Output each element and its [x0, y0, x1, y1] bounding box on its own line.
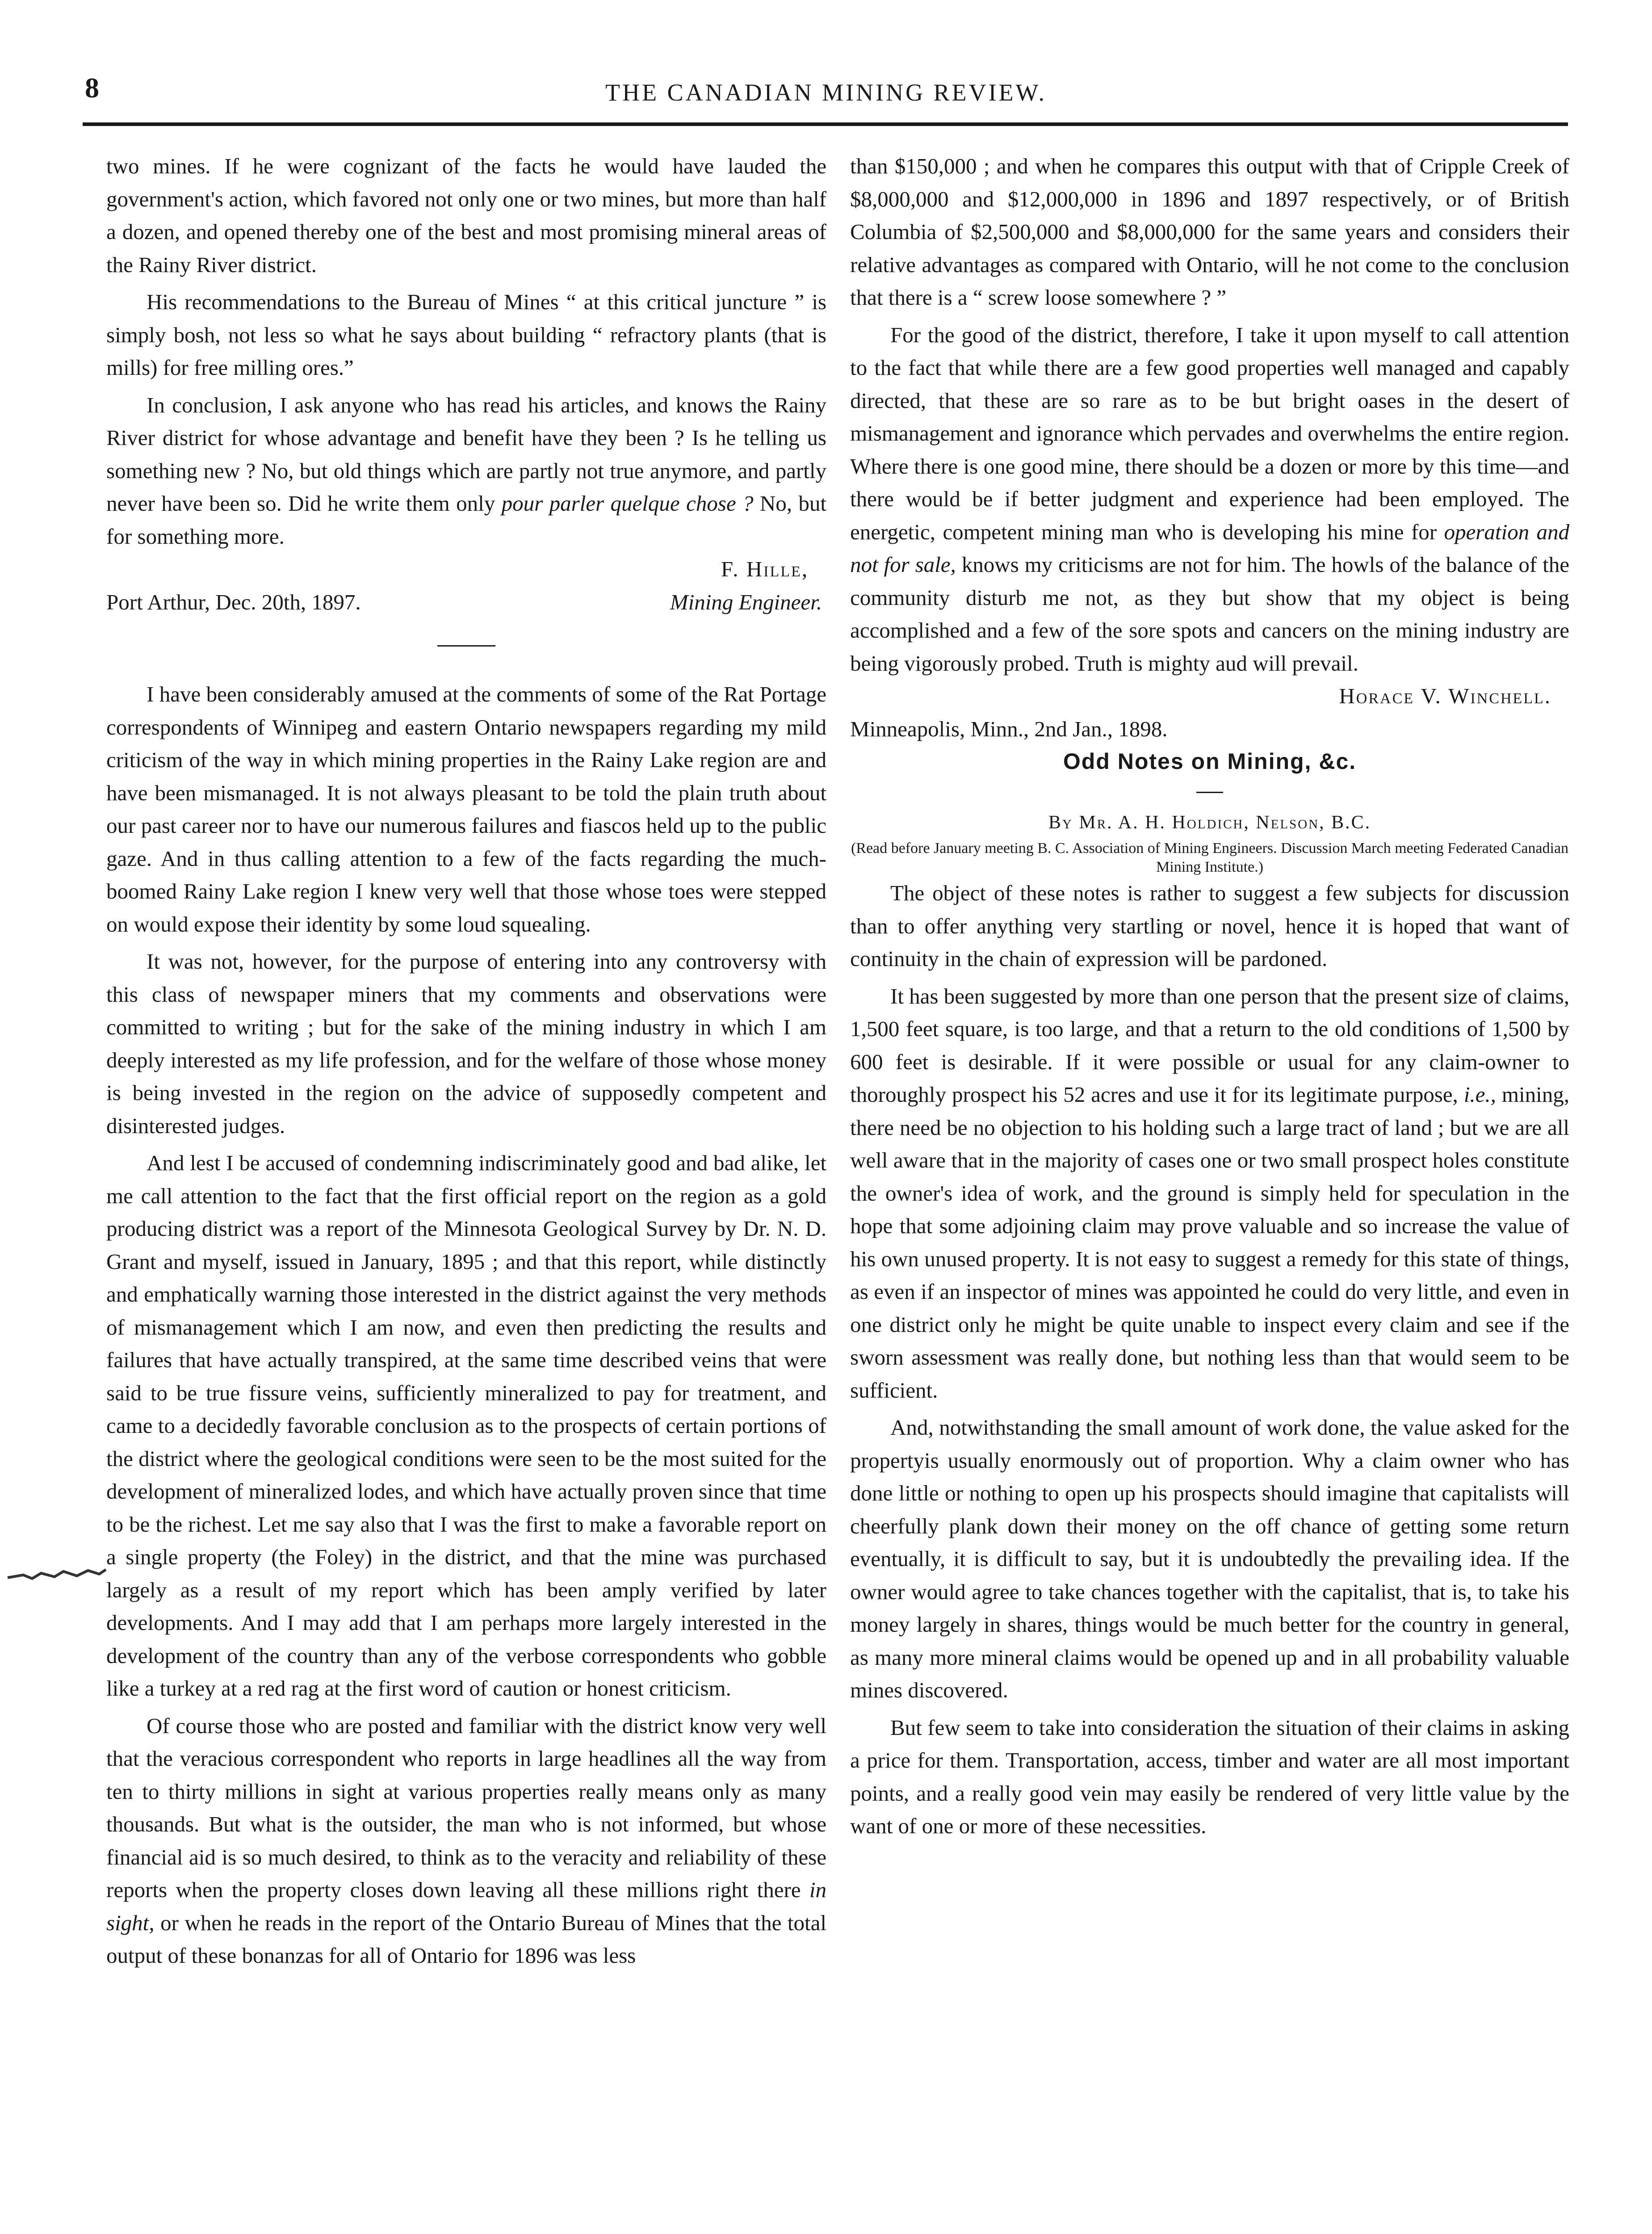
paragraph: I have been considerably amused at the comments of some of the Rat Portage correspondents of Winnipeg and eastern Ontario newspapers regarding my mild criticism of the way in which mining properties in the Rainy Lake region are and have been mismanaged. It is not always pleasant to be told the plain truth about our past career nor to have our numerous failures and fiascos held up to the public gaze. And in thus calling attention to a few of the facts regarding the much-boomed Rainy Lake region I knew very well that those whose toes were stepped on would expose their identity by some loud squealing. [106, 682, 826, 936]
signature-name: F. Hille, [721, 557, 809, 581]
paragraph: And, notwithstanding the small amount of work done, the value asked for the propertyis usually enormously out of proportion. Why a claim owner who has done little or nothing to open up his prospects should imagine that capitalists will cheerfully plank down their money on the off chance of getting some return eventually, it is difficult to say, but it is undoubtedly the prevailing idea. If the owner would agree to take chances together with the capitalist, that is, to take his money largely in shares, things would be much better for the country in general, as many more mineral claims would be opened up and in all probability valuable mines discovered. [850, 1415, 1569, 1702]
paragraph: The object of these notes is rather to suggest a few subjects for discussion than to offer anything very startling or novel, hence it is hoped that want of continuity in the chain of expression will be pardoned. [850, 881, 1569, 971]
text-run: In conclusion, I ask anyone who has read his articles, and knows the Rainy River district for whose advantage and benefit have they been ? Is he telling us something new ? No, but old things which are partly not true anymore, and partly never have been so. Did he write them only [106, 392, 826, 516]
right-column [850, 150, 1569, 1843]
paragraph: His recommendations to the Bureau of Mines “ at this critical juncture ” is simply bosh, not less so what he says about building “ refractory plants (that is mills) for free milling ores.” [106, 290, 826, 380]
paragraph [850, 319, 1569, 680]
page-number: 8 [85, 72, 99, 104]
header-rule [83, 122, 1568, 126]
signature-title: Mining Engineer. [670, 589, 822, 614]
left-column [106, 150, 826, 1972]
signature-row [106, 586, 826, 619]
title-rule [1196, 792, 1223, 793]
text-run: It has been suggested by more than one person that the present size of claims, 1,500 feet square, is too large, and that a return to the old conditions of 1,500 by 600 feet is desirable. If it were possible or usual for any claim-owner to thoroughly prospect his 52 acres and use it for its legitimate purpose, [850, 983, 1569, 1107]
italic-phrase: operation and not for sale, [850, 519, 1570, 577]
text-run: For the good of the district, therefore, I take it upon myself to call attention to the fact that while there are a few good properties well managed and capably directed, that these are so rare as to be but bright oases in the desert of mismanagement and ignorance which pervades and overwhelms the entire region. Where there is one good mine, there should be a dozen or more by this time—and there would be if better judgment and experience had been employed. The energetic, competent mining man who is developing his mine for [850, 322, 1569, 544]
signature-name: Horace V. Winchell. [1339, 684, 1551, 708]
italic-phrase: in sight, [106, 1877, 826, 1935]
dateline: Minneapolis, Minn., 2nd Jan., 1898. [850, 716, 1168, 741]
paragraph: It was not, however, for the purpose of entering into any controversy with this class of newspaper miners that my comments and observations were committed to writing ; but for the sake of the mining industry in which I am deeply interested as my life profession, and for the welfare of those whose money is being invested in the region on the advice of supposedly competent and disinterested judges. [106, 949, 826, 1138]
italic-phrase: i.e., [1463, 1082, 1496, 1107]
section-divider [437, 645, 495, 647]
read-note: (Read before January meeting B. C. Association of Mining Engineers. Discussion March meeting Federated Canadian Mining Institute.) [851, 840, 1569, 875]
text-run: knows my criticisms are not for him. The howls of the balance of the community disturb me not, as they but show that my object is being accomplished and a few of the sore spots and cancers on the mining industry are being vigorously probed. Truth is mighty aud will prevail. [850, 552, 1569, 676]
text-run: No, but for something more. [106, 491, 826, 549]
paragraph: two mines. If he were cognizant of the facts he would have lauded the government's action, which favored not only one or two mines, but more than half a dozen, and opened thereby one of the best and most promising mineral areas of the Rainy River district. [106, 154, 826, 277]
paragraph: than $150,000 ; and when he compares this output with that of Cripple Creek of $8,000,000 and $12,000,000 in 1896 and 1897 respectively, or of British Columbia of $2,500,000 and $8,000,000 for the same years and considers their relative advantages as compared with Ontario, will he not come to the conclusion that there is a “ screw loose somewhere ? ” [850, 154, 1569, 310]
paragraph [850, 980, 1569, 1407]
running-head: THE CANADIAN MINING REVIEW. [605, 79, 1047, 106]
italic-phrase: pour parler quelque chose ? [501, 491, 754, 516]
dateline: Port Arthur, Dec. 20th, 1897. [106, 589, 361, 614]
paragraph [106, 1709, 826, 1972]
byline: By Mr. A. H. Holdich, Nelson, B.C. [1048, 812, 1371, 833]
ink-smudge-mark [5, 1565, 108, 1583]
paragraph: But few seem to take into consideration the situation of their claims in asking a price for them. Transportation, access, timber and water are all most important points, and a really good vein may easily be rendered of very little value by the want of one or more of these necessities. [850, 1715, 1569, 1838]
text-run: mining, there need be no objection to his holding such a large tract of land ; but we are all well aware that in the majority of cases one or two small prospect holes constitute the owner's idea of work, and the ground is simply held for speculation in the hope that some adjoining claim may prove valuable and so increase the value of his own unused property. It is not easy to suggest a remedy for this state of things, as even if an inspector of mines was appointed he could do very little, and even in one district only he might be quite unable to inspect every claim and see if the sworn assessment was really done, but nothing less than that would seem to be sufficient. [850, 1082, 1569, 1403]
paragraph: And lest I be accused of condemning indiscriminately good and bad alike, let me call attention to the fact that the first official report on the region as a gold producing district was a report of the Minnesota Geological Survey by Dr. N. D. Grant and myself, issued in January, 1895 ; and that this report, while distinctly and emphatically warning those interested in the district against the very methods of mismanagement which I am now, and even then predicting the results and failures that have actually transpired, at the same time described veins that were said to be true fissure veins, sufficiently mineralized to pay for treatment, and came to a decidedly favorable conclusion as to the prospects of certain portions of the district where the geological conditions were seen to be the most suited for the development of mineralized lodes, and which have actually proven since that time to be the richest. Let me say also that I was the first to make a favorable report on a single property (the Foley) in the district, and that the mine was purchased largely as a result of my report which has been amply verified by later developments. And I may add that I am perhaps more largely interested in the development of the country than any of the verbose correspondents who gobble like a turkey at a red rag at the first word of caution or honest criticism. [106, 1151, 826, 1701]
text-run: or when he reads in the report of the Ontario Bureau of Mines that the total output of these bonanzas for all of Ontario for 1896 was less [106, 1910, 826, 1968]
paragraph [106, 389, 826, 553]
article-title: Odd Notes on Mining, &c. [1063, 749, 1357, 774]
text-run: Of course those who are posted and familiar with the district know very well that the veracious correspondent who reports in large headlines all the way from ten to thirty millions in sight at various properties really means only as many thousands. But what is the outsider, the man who is not informed, but whose financial aid is so much desired, to think as to the veracity and reliability of these reports when the property closes down leaving all these millions right there [106, 1713, 826, 1902]
